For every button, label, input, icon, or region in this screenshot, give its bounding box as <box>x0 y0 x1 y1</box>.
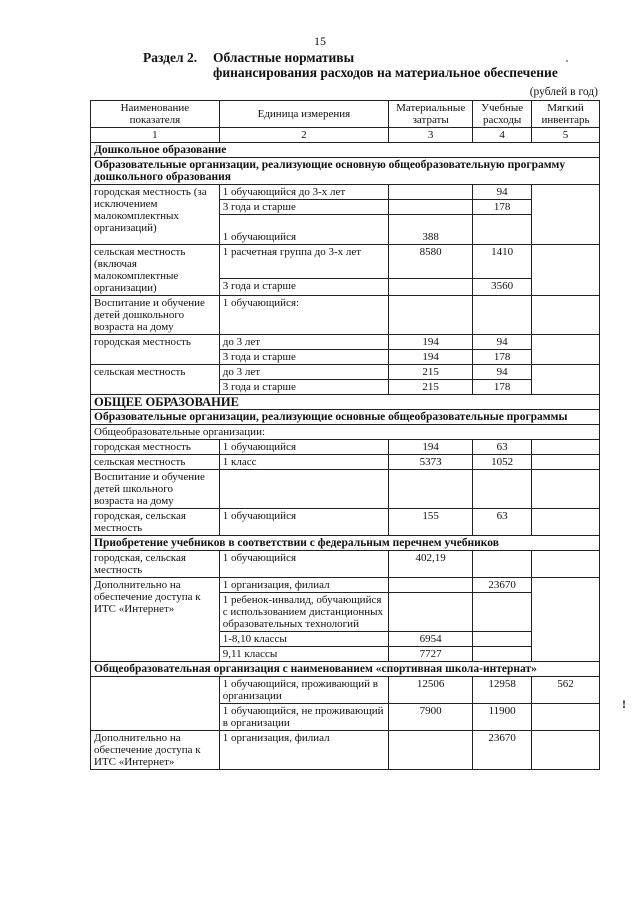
soft-cell <box>532 185 600 245</box>
unit-cell <box>219 470 388 509</box>
material-cell: 194 <box>389 350 473 365</box>
table-row <box>91 470 600 509</box>
subsection-title: Образовательные организации, реализующие основную общеобразовательную программу дошкольного образования <box>91 158 600 185</box>
section-title: Приобретение учебников в соответствии с федеральным перечнем учебников <box>91 536 600 551</box>
row-label: городская, сельская местность <box>91 509 220 536</box>
study-cell: 178 <box>473 380 532 395</box>
table-row <box>91 731 600 770</box>
study-cell <box>473 647 532 662</box>
section-heading <box>143 50 558 80</box>
group-row <box>91 425 600 440</box>
material-cell <box>389 593 473 632</box>
study-cell: 63 <box>473 440 532 455</box>
unit-cell: 1 организация, филиал <box>219 578 388 593</box>
row-label: городская, сельская местность <box>91 551 220 578</box>
material-cell <box>389 185 473 200</box>
subsection-row <box>91 410 600 425</box>
unit-cell: 1 организация, филиал <box>219 731 388 770</box>
section-row <box>91 395 600 410</box>
material-cell: 7727 <box>389 647 473 662</box>
subsection-title: Образовательные организации, реализующие основные общеобразовательные программы <box>91 410 600 425</box>
col-number: 1 <box>91 128 220 143</box>
unit-cell: 1 класс <box>219 455 388 470</box>
material-cell <box>389 200 473 215</box>
material-cell: 215 <box>389 380 473 395</box>
material-cell <box>389 470 473 509</box>
material-cell: 215 <box>389 365 473 380</box>
material-cell: 194 <box>389 440 473 455</box>
table-row <box>91 578 600 593</box>
unit-cell: 1 обучающийся: <box>219 296 388 335</box>
soft-cell <box>532 470 600 509</box>
unit-cell: 3 года и старше <box>219 350 388 365</box>
unit-cell: 1 обучающийся <box>219 551 388 578</box>
study-cell: 178 <box>473 200 532 215</box>
section-title: ОБЩЕЕ ОБРАЗОВАНИЕ <box>91 395 600 410</box>
soft-cell <box>532 578 600 662</box>
header-row <box>91 101 600 128</box>
study-cell <box>473 215 532 245</box>
unit-cell: 1 обучающийся, проживающий в организации <box>219 677 388 704</box>
study-cell <box>473 593 532 632</box>
study-cell: 94 <box>473 185 532 200</box>
material-cell: 5373 <box>389 455 473 470</box>
soft-cell <box>532 455 600 470</box>
study-cell: 3560 <box>473 279 532 296</box>
unit-cell: 1 обучающийся, не проживающий в организации <box>219 704 388 731</box>
unit-cell: 3 года и старше <box>219 200 388 215</box>
table-row <box>91 185 600 200</box>
soft-cell <box>532 509 600 536</box>
col-number: 5 <box>532 128 600 143</box>
table-row <box>91 365 600 380</box>
table-row <box>91 245 600 279</box>
section-title-line2: финансирования расходов на материальное обеспечение <box>213 65 558 80</box>
table-row <box>91 677 600 704</box>
study-cell <box>473 551 532 578</box>
unit-cell: 1 расчетная группа до 3-х лет <box>219 245 388 279</box>
col-header-indicator: Наименование показателя <box>91 101 220 128</box>
column-number-row <box>91 128 600 143</box>
soft-cell <box>532 245 600 296</box>
soft-cell <box>532 335 600 365</box>
soft-cell: 562 <box>532 677 600 704</box>
material-cell: 8580 <box>389 245 473 279</box>
col-header-soft: Мягкий инвентарь <box>532 101 600 128</box>
material-cell <box>389 731 473 770</box>
margin-mark: ! <box>622 697 626 711</box>
section-title-line1: Областные нормативы <box>213 50 355 65</box>
unit-cell: 1 обучающийся до 3-х лет <box>219 185 388 200</box>
subsection-row <box>91 158 600 185</box>
table-row <box>91 440 600 455</box>
material-cell: 155 <box>389 509 473 536</box>
unit-cell: 1 ребенок-инвалид, обучающийся с использованием дистанционных образовательных технологий <box>219 593 388 632</box>
unit-cell: 1 обучающийся <box>219 509 388 536</box>
row-label: сельская местность (включая малокомплектные организации) <box>91 245 220 296</box>
soft-cell <box>532 365 600 395</box>
unit-cell: 1-8,10 классы <box>219 632 388 647</box>
material-cell: 6954 <box>389 632 473 647</box>
study-cell <box>473 632 532 647</box>
col-header-unit: Единица измерения <box>219 101 388 128</box>
soft-cell <box>532 440 600 455</box>
row-label: Воспитание и обучение детей дошкольного возраста на дому <box>91 296 220 335</box>
material-cell <box>389 279 473 296</box>
study-cell: 178 <box>473 350 532 365</box>
section-row <box>91 536 600 551</box>
material-cell: 402,19 <box>389 551 473 578</box>
col-number: 2 <box>219 128 388 143</box>
row-label: городская местность <box>91 335 220 365</box>
study-cell <box>473 296 532 335</box>
unit-cell: 9,11 классы <box>219 647 388 662</box>
row-label: сельская местность <box>91 365 220 395</box>
soft-cell <box>532 551 600 578</box>
study-cell: 1052 <box>473 455 532 470</box>
row-label: Дополнительно на обеспечение доступа к ИТС «Интернет» <box>91 731 220 770</box>
table-row <box>91 335 600 350</box>
row-label: городская местность <box>91 440 220 455</box>
row-label: городская местность (за исключением малокомплектных организаций) <box>91 185 220 245</box>
study-cell <box>473 470 532 509</box>
section-row <box>91 662 600 677</box>
col-number: 4 <box>473 128 532 143</box>
col-header-material: Материальные затраты <box>389 101 473 128</box>
table-row <box>91 551 600 578</box>
material-cell <box>389 578 473 593</box>
section-title: Общеобразовательная организация с наименованием «спортивная школа-интернат» <box>91 662 600 677</box>
norms-table <box>90 100 600 770</box>
col-header-study: Учебные расходы <box>473 101 532 128</box>
unit-cell: 1 обучающийся <box>219 215 388 245</box>
material-cell: 388 <box>389 215 473 245</box>
table-row <box>91 509 600 536</box>
soft-cell <box>532 731 600 770</box>
section-title: Дошкольное образование <box>91 143 600 158</box>
material-cell <box>389 296 473 335</box>
unit-cell: 3 года и старше <box>219 279 388 296</box>
page-number: 15 <box>314 34 326 48</box>
row-label: сельская местность <box>91 455 220 470</box>
study-cell: 12958 <box>473 677 532 704</box>
table-row <box>91 296 600 335</box>
study-cell: 23670 <box>473 731 532 770</box>
study-cell: 23670 <box>473 578 532 593</box>
units-note: (рублей в год) <box>529 86 598 98</box>
group-title: Общеобразовательные организации: <box>91 425 600 440</box>
soft-cell <box>532 296 600 335</box>
material-cell: 12506 <box>389 677 473 704</box>
unit-cell: 1 обучающийся <box>219 440 388 455</box>
row-label: Дополнительно на обеспечение доступа к ИТС «Интернет» <box>91 578 220 662</box>
study-cell: 1410 <box>473 245 532 279</box>
unit-cell: 3 года и старше <box>219 380 388 395</box>
study-cell: 94 <box>473 365 532 380</box>
row-label <box>91 677 220 731</box>
row-label: Воспитание и обучение детей школьного возраста на дому <box>91 470 220 509</box>
unit-cell: до 3 лет <box>219 335 388 350</box>
soft-cell <box>532 704 600 731</box>
col-number: 3 <box>389 128 473 143</box>
material-cell: 7900 <box>389 704 473 731</box>
section-row <box>91 143 600 158</box>
material-cell: 194 <box>389 335 473 350</box>
section-label: Раздел 2. <box>143 50 198 65</box>
unit-cell: до 3 лет <box>219 365 388 380</box>
study-cell: 94 <box>473 335 532 350</box>
scan-speck <box>566 60 568 62</box>
table-row <box>91 455 600 470</box>
study-cell: 63 <box>473 509 532 536</box>
study-cell: 11900 <box>473 704 532 731</box>
